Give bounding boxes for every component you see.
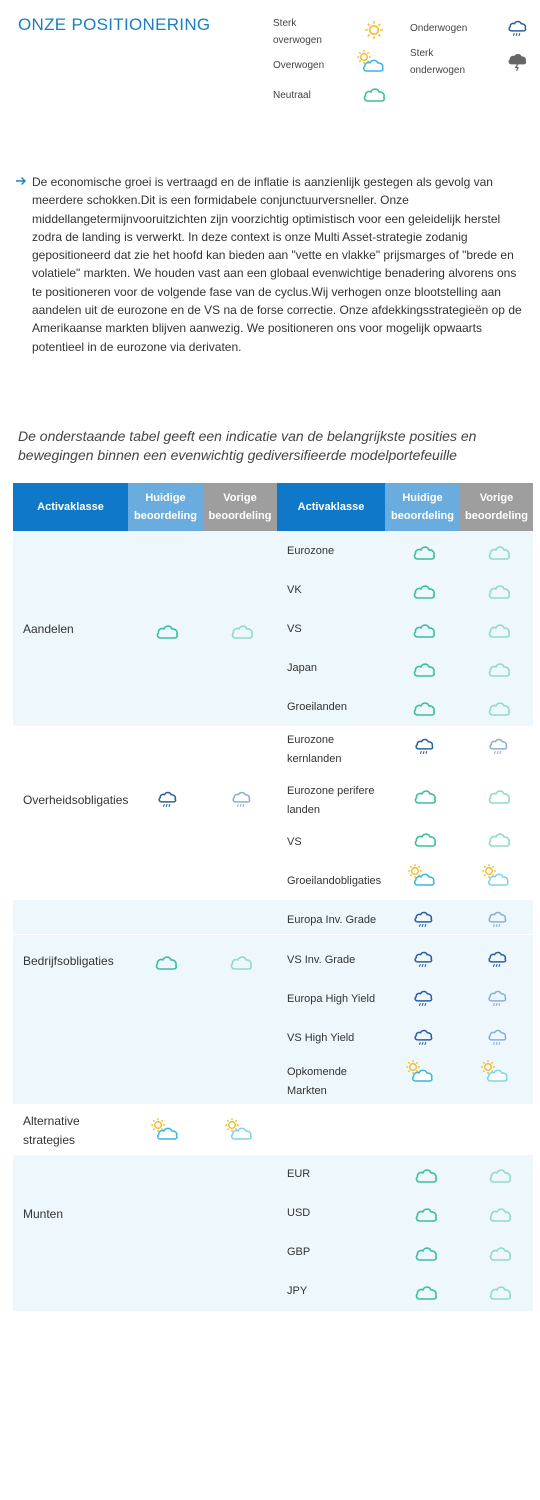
group-alternative-strategies xyxy=(13,1104,533,1155)
positioning-table xyxy=(13,483,533,1311)
rain-cloud-icon xyxy=(413,988,435,1010)
rain-cloud-icon xyxy=(507,18,529,40)
sun-cloud-icon xyxy=(480,862,514,888)
sun-cloud-icon xyxy=(479,1058,513,1084)
subclass-label: Japan xyxy=(287,662,317,674)
cloud-icon xyxy=(412,618,438,640)
cloud-icon xyxy=(230,619,256,641)
rain-cloud-icon xyxy=(487,949,509,971)
class-label: Alternative strategies xyxy=(23,1114,80,1147)
class-label: Munten xyxy=(23,1207,64,1221)
group-bedrijfsobligaties xyxy=(13,900,533,1104)
cloud-icon xyxy=(412,540,438,562)
arrow-right-icon xyxy=(15,175,27,187)
rain-cloud-icon xyxy=(231,789,253,811)
subclass-label: Eurozone xyxy=(287,545,335,557)
storm-cloud-icon xyxy=(507,51,529,73)
sun-icon xyxy=(364,20,384,40)
subclass-label: VS Inv. Grade xyxy=(287,954,356,966)
header-activaklasse-left: Activaklasse xyxy=(13,483,128,531)
cloud-icon xyxy=(412,579,438,601)
sun-cloud-icon xyxy=(406,862,440,888)
subclass-label: VK xyxy=(287,584,302,596)
subclass-label: JPY xyxy=(287,1285,308,1297)
sun-cloud-icon xyxy=(355,48,389,74)
table-caption: De onderstaande tabel geeft een indicatie van de belangrijkste posities en bewegingen binnen een evenwichtig gediversifieerde modelportefeuille xyxy=(18,428,477,463)
cloud-icon xyxy=(229,950,255,972)
subclass-label: EUR xyxy=(287,1168,311,1180)
cloud-icon xyxy=(412,657,438,679)
cloud-icon xyxy=(412,696,438,718)
subclass-label: VS High Yield xyxy=(287,1032,355,1044)
cloud-icon xyxy=(414,1163,440,1185)
rain-cloud-icon xyxy=(413,949,435,971)
cloud-icon xyxy=(154,950,180,972)
sun-cloud-icon xyxy=(223,1116,257,1142)
cloud-icon xyxy=(488,1163,514,1185)
subclass-label: USD xyxy=(287,1207,311,1219)
subclass-label: Groeilandobligaties xyxy=(287,875,382,887)
cloud-icon xyxy=(487,696,513,718)
cloud-icon xyxy=(413,784,439,806)
rain-cloud-icon xyxy=(487,909,509,931)
rain-cloud-icon xyxy=(487,988,509,1010)
legend-label-sterk-overwogen: Sterk overwogen xyxy=(273,18,322,46)
rain-cloud-icon xyxy=(487,1027,509,1049)
subclass-label: Opkomende Markten xyxy=(287,1066,347,1097)
legend-label-onderwogen: Onderwogen xyxy=(410,23,468,34)
cloud-icon xyxy=(414,1241,440,1263)
header-huidige-right: Huidige beoordeling xyxy=(385,483,460,531)
cloud-icon xyxy=(488,1241,514,1263)
header-vorige-left: Vorige beoordeling xyxy=(203,483,277,531)
intro-text: De economische groei is vertraagd en de inflatie is aanzienlijk gestegen als gevolg van meerdere schokken.Dit is een formidabele conjunctuurversneller. Onze middellangetermijnvooruitzichten zijn voorzichtig optimistisch voor een geleidelijk herstel zodra de landing is verwerkt. In deze context is onze Multi Asset-strategie zodanig gepositioneerd dat zie het hoofd kan bieden aan "vette en vlakke" prijsmarges of "brede en volatiele" markten. We houden vast aan een globaal evenwichtige benadering alvorens ons te positioneren voor de volgende fase van de cyclus.Wij verhogen onze blootstelling aan aandelen uit de eurozone en de VS na de forse correctie. Onze afdekkingsstrategieën op de Amerikaanse markten blijven aanwezig. We positioneren ons voor mogelijk opwaarts potentieel in de eurozone via derivaten. xyxy=(32,175,522,354)
sun-cloud-icon xyxy=(404,1058,438,1084)
cloud-icon xyxy=(487,827,513,849)
rain-cloud-icon xyxy=(157,789,179,811)
subclass-label: GBP xyxy=(287,1246,311,1258)
group-munten xyxy=(13,1155,533,1311)
header-huidige-left: Huidige beoordeling xyxy=(128,483,203,531)
cloud-icon xyxy=(413,827,439,849)
legend-label-overwogen: Overwogen xyxy=(273,60,325,71)
cloud-icon xyxy=(487,618,513,640)
header-activaklasse-right: Activaklasse xyxy=(277,483,385,531)
cloud-icon xyxy=(362,82,388,104)
header-vorige-right: Vorige beoordeling xyxy=(460,483,533,531)
subclass-label: VS xyxy=(287,836,302,848)
group-overheidsobligaties xyxy=(13,726,533,900)
subclass-label: VS xyxy=(287,623,302,635)
cloud-icon xyxy=(487,784,513,806)
subclass-label: Europa Inv. Grade xyxy=(287,914,377,926)
legend-label-neutraal: Neutraal xyxy=(273,90,311,101)
legend-label-sterk-onderwogen: Sterk onderwogen xyxy=(410,48,466,76)
rain-cloud-icon xyxy=(414,736,436,758)
row-divider xyxy=(13,934,533,935)
sun-cloud-icon xyxy=(149,1116,183,1142)
rain-cloud-icon xyxy=(413,1027,435,1049)
class-label: Overheidsobligaties xyxy=(23,793,129,807)
cloud-icon xyxy=(414,1280,440,1302)
cloud-icon xyxy=(414,1202,440,1224)
page-title: ONZE POSITIONERING xyxy=(18,15,211,34)
cloud-icon xyxy=(487,579,513,601)
subclass-label: Eurozone perifere landen xyxy=(287,785,375,816)
subclass-label: Groeilanden xyxy=(287,701,347,713)
cloud-icon xyxy=(155,619,181,641)
cloud-icon xyxy=(487,657,513,679)
subclass-label: Europa High Yield xyxy=(287,993,376,1005)
cloud-icon xyxy=(488,1202,514,1224)
cloud-icon xyxy=(487,540,513,562)
cloud-icon xyxy=(488,1280,514,1302)
group-aandelen xyxy=(13,531,533,726)
class-label: Aandelen xyxy=(23,622,74,636)
subclass-label: Eurozone kernlanden xyxy=(287,734,342,765)
class-label: Bedrijfsobligaties xyxy=(23,954,114,968)
rain-cloud-icon xyxy=(413,909,435,931)
rain-cloud-icon xyxy=(488,736,510,758)
